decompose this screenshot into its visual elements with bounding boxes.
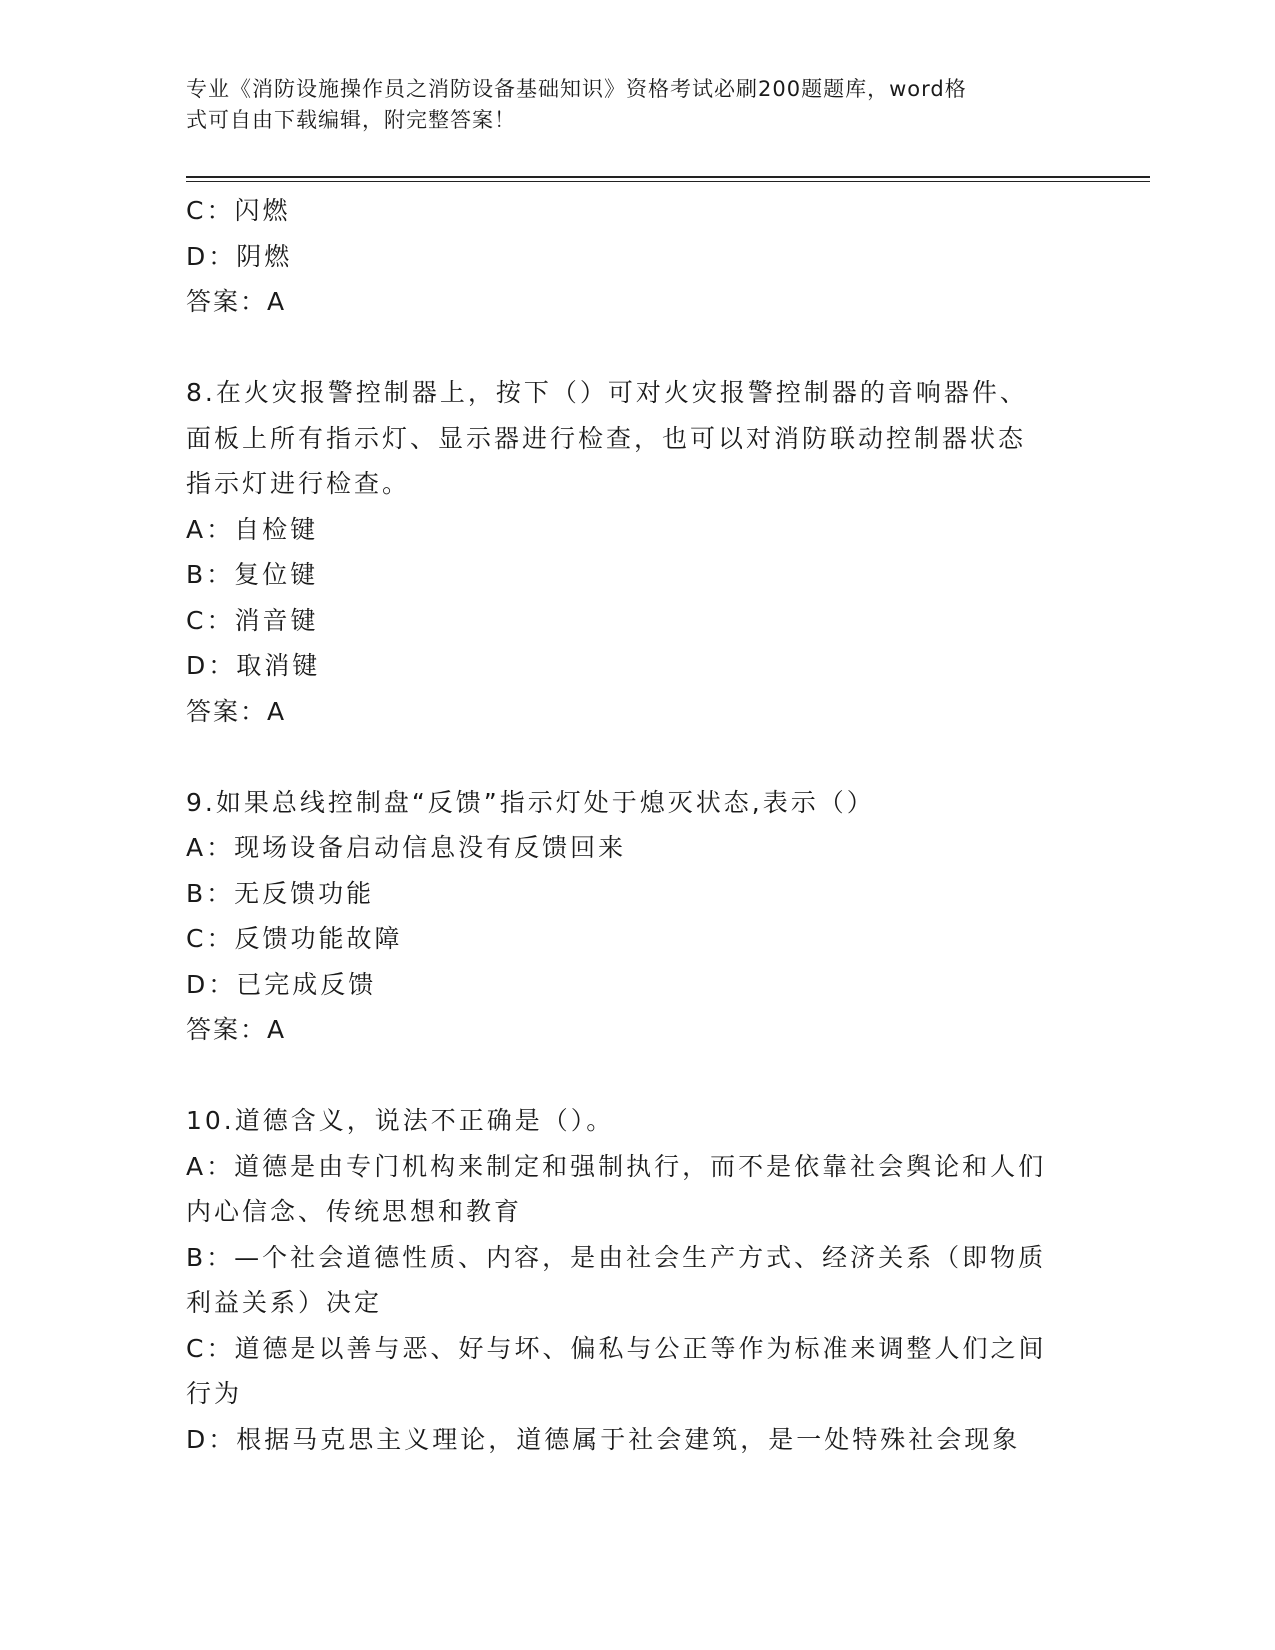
option-b-continued: 利益关系）决定 xyxy=(186,1288,383,1317)
option-c: C：消音键 xyxy=(186,605,319,635)
header-divider-thin xyxy=(186,181,1150,182)
option-d: D：阴燃 xyxy=(186,241,293,271)
header-line: 专业《消防设施操作员之消防设备基础知识》资格考试必刷200题题库，word格 xyxy=(186,77,967,101)
question-stem: 9.如果总线控制盘“反馈”指示灯处于熄灭状态,表示（） xyxy=(186,787,875,817)
option-a: A：道德是由专门机构来制定和强制执行，而不是依靠社会舆论和人们 xyxy=(186,1151,1047,1181)
answer: 答案：A xyxy=(186,696,287,726)
answer: 答案：A xyxy=(186,1015,287,1044)
option-b: B：无反馈功能 xyxy=(186,878,375,908)
question-stem: 8.在火灾报警控制器上，按下（）可对火灾报警控制器的音响器件、 xyxy=(186,378,1028,407)
question-list xyxy=(186,188,1086,1462)
spacer xyxy=(186,325,1086,371)
spacer xyxy=(186,734,1086,780)
header-divider xyxy=(186,176,1150,178)
option-a: A：自检键 xyxy=(186,514,319,544)
document-header xyxy=(186,74,1086,136)
option-b: B：—个社会道德性质、内容，是由社会生产方式、经济关系（即物质 xyxy=(186,1242,1047,1272)
question-stem: 指示灯进行检查。 xyxy=(186,469,411,498)
option-c: C：闪燃 xyxy=(186,196,291,225)
option-d: D：取消键 xyxy=(186,651,321,680)
option-c: C：道德是以善与恶、好与坏、偏私与公正等作为标准来调整人们之间 xyxy=(186,1333,1047,1363)
option-d: D：已完成反馈 xyxy=(186,969,377,999)
option-c-continued: 行为 xyxy=(186,1379,243,1408)
answer: 答案：A xyxy=(186,287,287,316)
spacer xyxy=(186,1053,1086,1099)
option-d: D：根据马克思主义理论，道德属于社会建筑，是一处特殊社会现象 xyxy=(186,1424,1021,1454)
option-b: B：复位键 xyxy=(186,560,319,589)
header-line: 式可自由下载编辑，附完整答案！ xyxy=(186,108,516,132)
question-stem: 面板上所有指示灯、显示器进行检查，也可以对消防联动控制器状态 xyxy=(186,423,1027,453)
option-c: C：反馈功能故障 xyxy=(186,924,403,953)
question-stem: 10.道德含义，说法不正确是（）。 xyxy=(186,1106,615,1135)
option-a: A：现场设备启动信息没有反馈回来 xyxy=(186,833,627,862)
option-a-continued: 内心信念、传统思想和教育 xyxy=(186,1197,523,1226)
